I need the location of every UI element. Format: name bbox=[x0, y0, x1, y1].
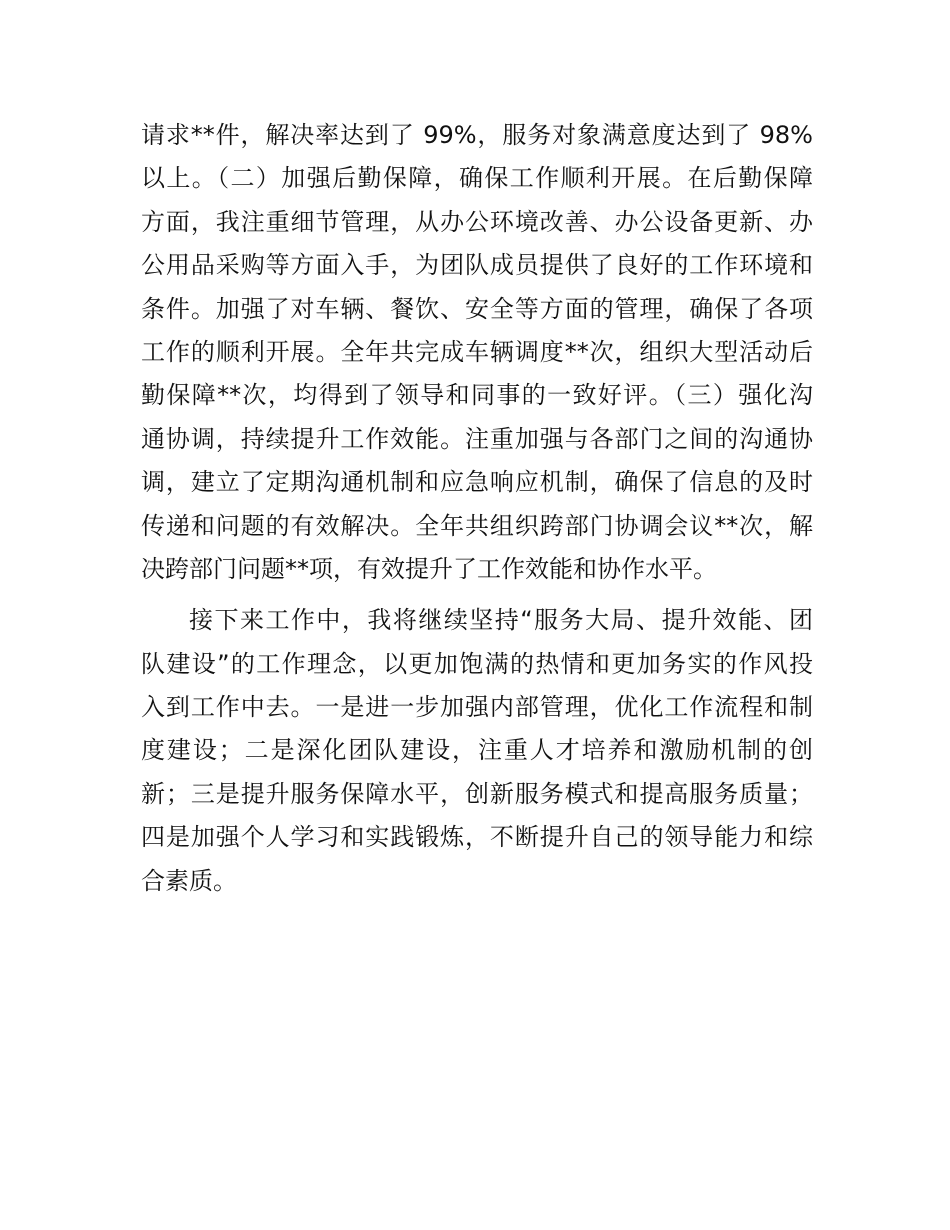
text-line: 新；三是提升服务保障水平，创新服务模式和提高服务质量； bbox=[141, 779, 813, 808]
text-line: 合素质。 bbox=[141, 866, 237, 895]
text-line: 队建设”的工作理念，以更加饱满的热情和更加务实的作风投 bbox=[141, 649, 813, 678]
paragraph-spacer bbox=[141, 591, 813, 599]
text-line: 调，建立了定期沟通机制和应急响应机制，确保了信息的及时 bbox=[141, 468, 813, 497]
paragraph-2 bbox=[141, 599, 813, 903]
text-line: 以上。（二）加强后勤保障，确保工作顺利开展。在后勤保障 bbox=[141, 164, 813, 193]
text-line: 度建设；二是深化团队建设，注重人才培养和激励机制的创 bbox=[141, 736, 813, 765]
text-line: 传递和问题的有效解决。全年共组织跨部门协调会议**次，解 bbox=[141, 511, 813, 540]
document-body bbox=[141, 114, 813, 903]
text-line: 勤保障**次，均得到了领导和同事的一致好评。（三）强化沟 bbox=[141, 381, 813, 410]
paragraph-1 bbox=[141, 114, 813, 591]
text-line: 公用品采购等方面入手，为团队成员提供了良好的工作环境和 bbox=[141, 251, 813, 280]
text-line: 入到工作中去。一是进一步加强内部管理，优化工作流程和制 bbox=[141, 693, 813, 722]
text-line: 方面，我注重细节管理，从办公环境改善、办公设备更新、办 bbox=[141, 207, 813, 236]
text-line: 接下来工作中，我将继续坚持“服务大局、提升效能、团 bbox=[189, 606, 813, 635]
text-line: 条件。加强了对车辆、餐饮、安全等方面的管理，确保了各项 bbox=[141, 294, 813, 323]
text-line: 工作的顺利开展。全年共完成车辆调度**次，组织大型活动后 bbox=[141, 337, 813, 366]
text-line: 通协调，持续提升工作效能。注重加强与各部门之间的沟通协 bbox=[141, 424, 813, 453]
text-line: 请求**件，解决率达到了 99%，服务对象满意度达到了 98% bbox=[141, 121, 813, 149]
text-line: 决跨部门问题**项，有效提升了工作效能和协作水平。 bbox=[141, 554, 717, 583]
text-line: 四是加强个人学习和实践锻炼，不断提升自己的领导能力和综 bbox=[141, 823, 813, 852]
